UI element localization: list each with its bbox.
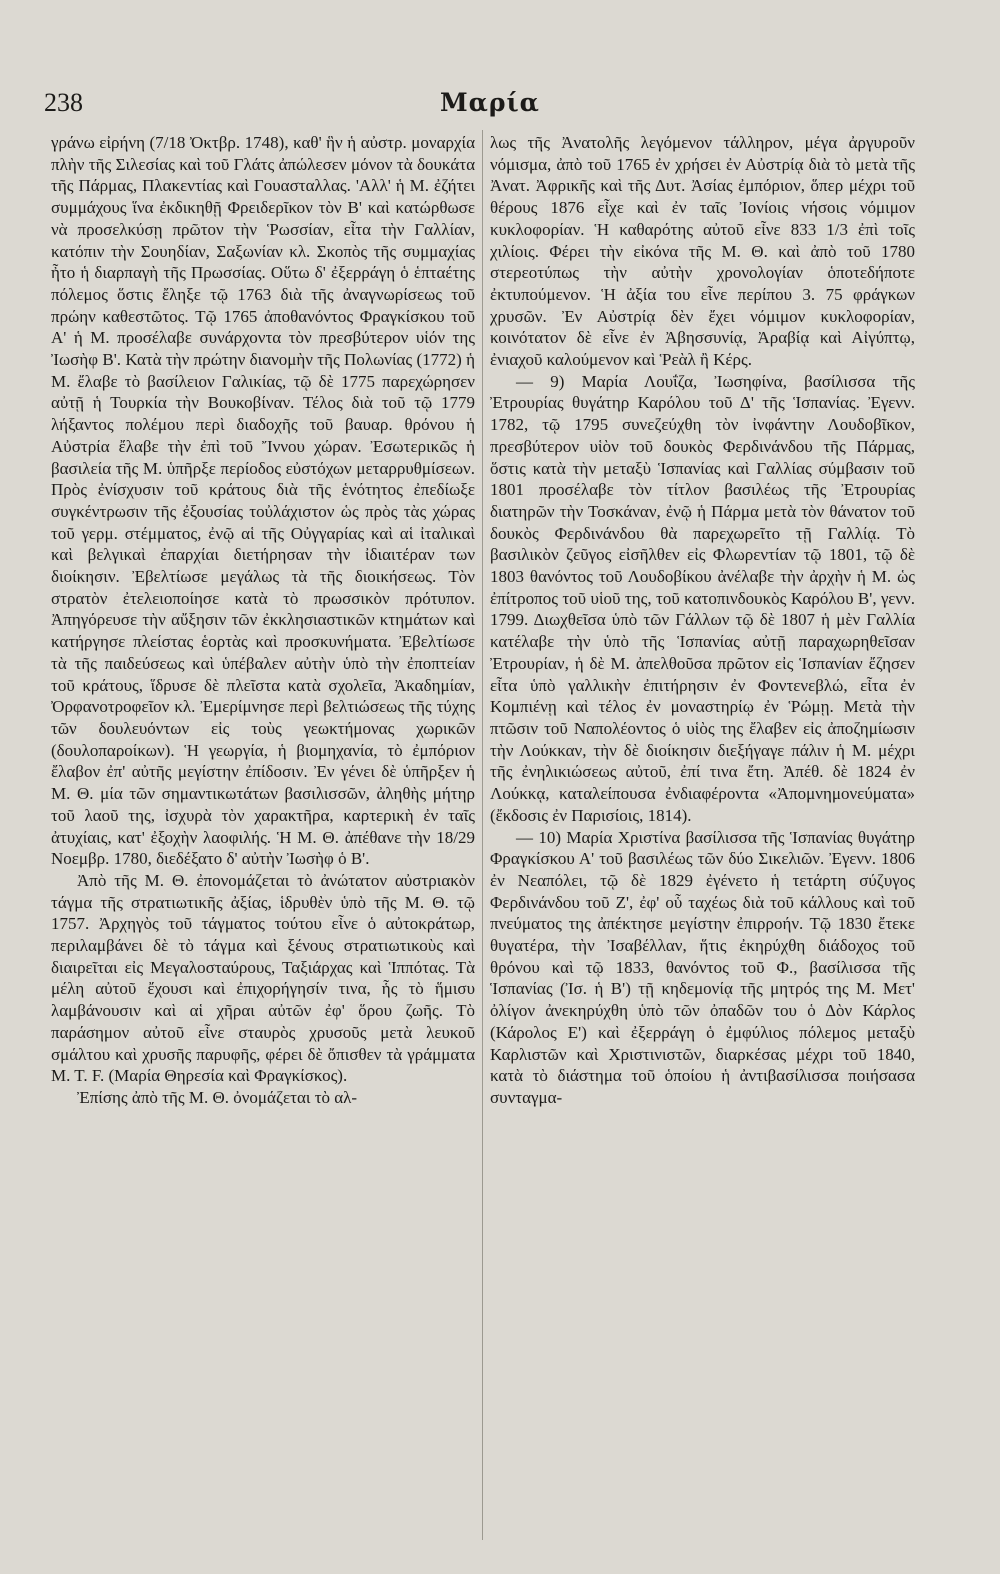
page-header xyxy=(0,88,1000,128)
paragraph: λως τῆς Ἀνατολῆς λεγόμενον τάλληρον, μέγα ἀργυροῦν νόμισμα, ἀπὸ τοῦ 1765 ἐν χρήσει ἐν Αὐστρίᾳ διὰ τὸ μετὰ τῆς Ἀνατ. Ἀφρικῆς καὶ τῆς Δυτ. Ἀσίας ἐμπόριον, ὅπερ μέχρι τοῦ θέρους 1876 εἶχε καὶ ἐν ταῖς Ἰονίοις νήσοις νόμιμον κυκλοφορίαν. Ἡ καθαρότης αὐτοῦ εἶνε 833 1/3 ἐπὶ τοῖς χιλίοις. Φέρει τὴν εἰκόνα τῆς Μ. Θ. καὶ ἀπὸ τοῦ 1780 στερεοτύπως τὴν αὐτὴν χρονολογίαν ὁποτεδήποτε ἐκτυπούμενον. Ἡ ἀξία του εἶνε περίπου 3. 75 φράγκων χρυσῶν. Ἐν Αὐστρίᾳ δὲν ἔχει νόμιμον κυκλοφορίαν, κοινότατον δὲ εἶνε ἐν Ἀβησσυνίᾳ, Ἀραβίᾳ καὶ Αἰγύπτῳ, ἐνιαχοῦ καλούμενον καὶ Ῥεὰλ ἢ Κέρς. xyxy=(490,133,915,370)
paragraph: Ἐπίσης ἀπὸ τῆς Μ. Θ. ὀνομάζεται τὸ αλ- xyxy=(77,1087,358,1107)
column-divider xyxy=(482,130,483,1540)
paragraph: — 10) Μαρία Χριστίνα βασίλισσα τῆς Ἱσπανίας θυγάτηρ Φραγκίσκου Α' τοῦ βασιλέως τῶν δύο Σικελιῶν. Ἐγενν. 1806 ἐν Νεαπόλει, τῷ δὲ 1829 ἐγένετο ἡ τετάρτη σύζυγος Φερδινάνδου τοῦ Ζ', ἐφ' οὗ ταχέως διὰ τοῦ κάλλους καὶ τοῦ πνεύματος της ἀπέκτησε μεγίστην ἐπιρροήν. Τῷ 1830 ἔτεκε θυγατέρα, τὴν Ἰσαβέλλαν, ἥτις ἐκηρύχθη διάδοχος τοῦ θρόνου καὶ τῷ 1833, θανόντος τοῦ Φ., βασίλισσα τῆς Ἱσπανίας (Ἰσ. ἡ Β') τῇ κηδεμονίᾳ τῆς μητρός της Μ. Μετ' ὀλίγον ἀνεκηρύχθη ὑπὸ τῶν ὀπαδῶν του ὁ Δὸν Κάρλος (Κάρολος Ε') καὶ ἐξερράγη ὁ ἐμφύλιος πόλεμος μεταξὺ Καρλιστῶν καὶ Χριστινιστῶν, διαρκέσας μέχρι τοῦ 1840, κατὰ τὸ διάστημα τοῦ ὁποίου ἡ ἀντιβασίλισσα ποιήσασα συνταγμα- xyxy=(490,827,915,1107)
running-head: Μαρία xyxy=(440,88,540,117)
page-number: 238 xyxy=(44,88,83,117)
paragraph: — 9) Μαρία Λουΐζα, Ἰωσηφίνα, βασίλισσα τῆς Ἐτρουρίας θυγάτηρ Καρόλου τοῦ Δ' τῆς Ἱσπανίας. Ἐγενν. 1782, τῷ 1795 συνεζεύχθη τὸν ἰνφάντην Λουδοβῖκον, πρεσβύτερον υἱὸν τοῦ δουκὸς Φερδινάνδου τῆς Πάρμας, ὅστις κατὰ τὴν μεταξὺ Ἱσπανίας καὶ Γαλλίας σύμβασιν τοῦ 1801 προσέλαβε τὸν τίτλον βασιλέως τῆς Ἐτρουρίας διατηρῶν τὴν Τοσκάναν, ἐνῷ ἡ Πάρμα μετὰ τὸν θάνατον τοῦ δουκὸς Φερδινάνδου θὰ παρεχωρεῖτο τῇ Γαλλίᾳ. Τὸ βασιλικὸν ζεῦγος εἰσῆλθεν εἰς Φλωρεντίαν τῷ 1801, τῷ δὲ 1803 θανόντος τοῦ Λουδοβίκου ἀνέλαβε τὴν ἀρχὴν ἡ Μ. ὡς ἐπίτροπος τοῦ υἱοῦ της, τοῦ κατοπινδουκὸς Καρόλου Β', γενν. 1799. Διωχθεῖσα ὑπὸ τῶν Γάλλων τῷ δὲ 1807 ἡ μὲν Γαλλία κατέλαβε τὴν ὑπὸ τῆς Ἱσπανίας αὐτῇ παραχωρηθεῖσαν Ἐτρουρίαν, ἡ δὲ Μ. ἀπελθοῦσα πρῶτον εἰς Ἱσπανίαν ἔζησεν εἶτα ὑπὸ γαλλικὴν ἐπιτήρησιν ἐν Φοντενεβλώ, εἶτα ἐν Κομπιένῃ καὶ τέλος ἐν μοναστηρίῳ ἐν Ῥώμῃ. Μετὰ τὴν πτῶσιν τοῦ Ναπολέοντος ὁ υἱὸς της ἔλαβεν εἰς ἀποζημίωσιν τὴν Λούκκαν, τὴν δὲ διοίκησιν διεξήγαγε πάλιν ἡ Μ. μέχρι τῆς ἐνηλικιώσεως αὐτοῦ, ἐπί τινα ἔτη. Ἀπέθ. δὲ 1824 ἐν Λούκκᾳ, καταλείπουσα ἐνδιαφέροντα «Ἀπομνημονεύματα» (ἔκδοσις ἐν Παρισίοις, 1814). xyxy=(490,371,915,825)
paragraph: γράνω εἰρήνη (7/18 Ὀκτβρ. 1748), καθ' ἣν ἡ αὐστρ. μοναρχία πλὴν τῆς Σιλεσίας καὶ τοῦ Γλάτς ἀπώλεσεν μόνον τὰ δουκάτα τῆς Πάρμας, Πλακεντίας καὶ Γουασταλλας. 'Αλλ' ἡ Μ. ἐζήτει συμμάχους ἵνα ἐκδικηθῇ Φρειδερῖκον τὸν Β' καὶ κατώρθωσε νὰ προσελκύσῃ πρῶτον τὴν Ῥωσσίαν, εἶτα τὴν Γαλλίαν, κατόπιν τὴν Σουηδίαν, Σαξωνίαν κλ. Σκοπὸς τῆς συμμαχίας ἦτο ἡ διαρπαγὴ τῆς Πρωσσίας. Οὕτω δ' ἐξερράγη ὁ ἑπταέτης πόλεμος ὅστις ἔληξε τῷ 1763 διὰ τῆς ἀναγνωρίσεως τοῦ πρώην καθεστῶτος. Τῷ 1765 ἀποθανόντος Φραγκίσκου τοῦ Α' ἡ Μ. προσέλαβε συνάρχοντα τὸν πρεσβύτερον υἱόν της Ἰωσὴφ Β'. Κατὰ τὴν πρώτην διανομὴν τῆς Πολωνίας (1772) ἡ Μ. ἔλαβε τὸ βασίλειον Γαλικίας, τῷ δὲ 1775 παρεχώρησεν αὐτῇ ἡ Τουρκία τὴν Βουκοβίναν. Τέλος διὰ τοῦ τῷ 1779 λήξαντος πολέμου περὶ διαδοχῆς τοῦ βαυαρ. θρόνου ἡ Αὐστρία ἔλαβε τὴν ἐπὶ τοῦ Ἴννου χώραν. Ἐσωτερικῶς ἡ βασιλεία τῆς Μ. ὑπῆρξε περίοδος εὐστόχων μεταρρυθμίσεων. Πρὸς ἐνίσχυσιν τοῦ κράτους διὰ τῆς ἑνότητος ἐπεδίωξε συγκέντρωσιν τῆς ἐξουσίας τοὐλάχιστον ὡς πρὸς τὰς χώρας τοῦ γερμ. στέμματος, ἐνῷ αἱ τῆς Οὐγγαρίας καὶ αἱ ἰταλικαὶ καὶ βελγικαὶ ἐπαρχίαι διετήρησαν τὴν ἰδιαιτέραν των διοίκησιν. Ἐβελτίωσε μεγάλως τὰ τῆς διοικήσεως. Τὸν στρατὸν ἐτελειοποίησε κατὰ τὸ πρωσσικὸν πρότυπον. Ἀπηγόρευσε τὴν αὔξησιν τῶν ἐκκλησιαστικῶν κτημάτων καὶ κατήργησε πλείστας ἑορτὰς καὶ προσκυνήματα. Ἐβελτίωσε τὰ τῆς παιδεύσεως καὶ ὑπέβαλεν αὐτὴν ὑπὸ τὴν ἐποπτείαν τοῦ κράτους, ἵδρυσε δὲ πλεῖστα κατὰ σχολεῖα, Ἀκαδημίαν, Ὀρφανοτροφεῖον κλ. Ἐμερίμνησε περὶ βελτιώσεως τῆς τύχης τῶν δουλευόντων εἰς τοὺς γεωκτήμονας χωρικῶν (δουλοπαροίκων). Ἡ γεωργία, ἡ βιομηχανία, τὸ ἐμπόριον ἔλαβον ἐπ' αὐτῆς μεγίστην ἐπίδοσιν. Ἐν γένει δὲ ὑπῆρξεν ἡ Μ. Θ. μία τῶν σημαντικωτάτων βασιλισσῶν, ἀληθὴς μήτηρ τοῦ λαοῦ της, ἰσχυρὰ τὸν χαρακτῆρα, καρτερικὴ ἐν ταῖς ἀτυχίαις, κατ' ἐξοχὴν λαοφιλής. Ἡ Μ. Θ. ἀπέθανε τὴν 18/29 Νοεμβρ. 1780, διεδέξατο δ' αὐτὴν Ἰωσὴφ ὁ Β'. xyxy=(51,133,475,869)
left-column xyxy=(51,132,475,1109)
right-column xyxy=(490,132,915,1109)
paragraph: Ἀπὸ τῆς Μ. Θ. ἐπονομάζεται τὸ ἀνώτατον αὐστριακὸν τάγμα τῆς στρατιωτικῆς ἀξίας, ἱδρυθὲν ὑπὸ τῆς Μ. Θ. τῷ 1757. Ἀρχηγὸς τοῦ τάγματος τούτου εἶνε ὁ αὐτοκράτωρ, περιλαμβάνει δὲ τὸ τάγμα καὶ ξένους στρατιωτικοὺς καὶ διαιρεῖται εἰς Μεγαλοσταύρους, Ταξιάρχας καὶ Ἱππότας. Τὰ μέλη αὐτοῦ ἔχουσι καὶ ἐπιχορήγησίν τινα, ἧς τὸ ἥμισυ λαμβάνουσιν καὶ αἱ χῆραι αὐτῶν ἐφ' ὅρου ζωῆς. Τὸ παράσημον αὐτοῦ εἶνε σταυρὸς χρυσοῦς μετὰ λευκοῦ σμάλτου καὶ χρυσῆς παρυφῆς, φέρει δὲ ὄπισθεν τὰ γράμματα Μ. Τ. F. (Μαρία Θηρεσία καὶ Φραγκίσκος). xyxy=(51,870,475,1086)
